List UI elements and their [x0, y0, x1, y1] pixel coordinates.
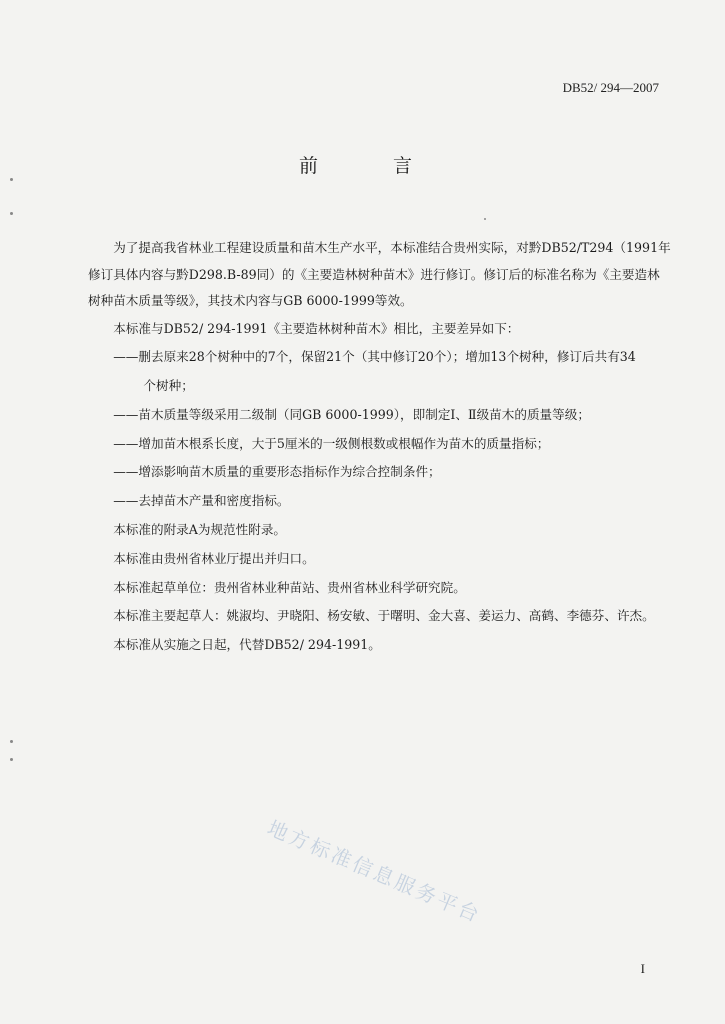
difference-item-1-continuation: 个树种；: [143, 378, 194, 394]
watermark: 地方标准信息服务平台: [264, 815, 486, 928]
paragraph-drafters: 本标准主要起草人：姚淑均、尹晓阳、杨安敏、于曙明、金大喜、姜运力、高鹤、李德芬、许杰。: [113, 608, 655, 624]
scan-speck: [10, 178, 13, 181]
paragraph-intro: 为了提高我省林业工程建设质量和苗木生产水平，本标准结合贵州实际，对黔DB52/T294（1991年修订具体内容与黔D298.B-89同）的《主要造林树种苗木》进行修订。修订后的标准名称为《主要造林树种苗木质量等级》，其技术内容与GB 6000-1999等效。: [88, 240, 671, 308]
scan-speck: [10, 758, 13, 761]
difference-item-5: ——去掉苗木产量和密度指标。: [113, 493, 290, 509]
scan-speck: [10, 740, 13, 743]
body-text: [88, 235, 672, 660]
difference-item-1-text: ——删去原来28个树种中的7个，保留21个（其中修订20个）；增加13个树种，修订后共有34: [113, 349, 636, 365]
paragraph-replacement: 本标准从实施之日起，代替DB52/ 294-1991。: [113, 637, 381, 653]
difference-item-1: [88, 343, 672, 401]
difference-item-4: ——增添影响苗木质量的重要形态指标作为综合控制条件；: [113, 464, 441, 480]
difference-item-3: ——增加苗木根系长度，大于5厘米的一级侧根数或根幅作为苗木的质量指标；: [113, 435, 550, 451]
paragraph-appendix: 本标准的附录A为规范性附录。: [113, 522, 287, 538]
paragraph-proposer: 本标准由贵州省林业厅提出并归口。: [113, 550, 315, 566]
document-code: DB52/ 294—2007: [562, 80, 659, 95]
scan-speck: [484, 218, 486, 220]
difference-item-2: ——苗木质量等级采用二级制（同GB 6000-1999），即制定Ⅰ、Ⅱ级苗木的质量等级；: [113, 406, 590, 422]
paragraph-differences: 本标准与DB52/ 294-1991《主要造林树种苗木》相比，主要差异如下：: [113, 320, 520, 336]
page-title: 前 言: [298, 155, 440, 177]
page-number: I: [640, 961, 645, 976]
paragraph-drafting-units: 本标准起草单位：贵州省林业种苗站、贵州省林业科学研究院。: [113, 579, 466, 595]
scan-speck: [10, 212, 13, 215]
